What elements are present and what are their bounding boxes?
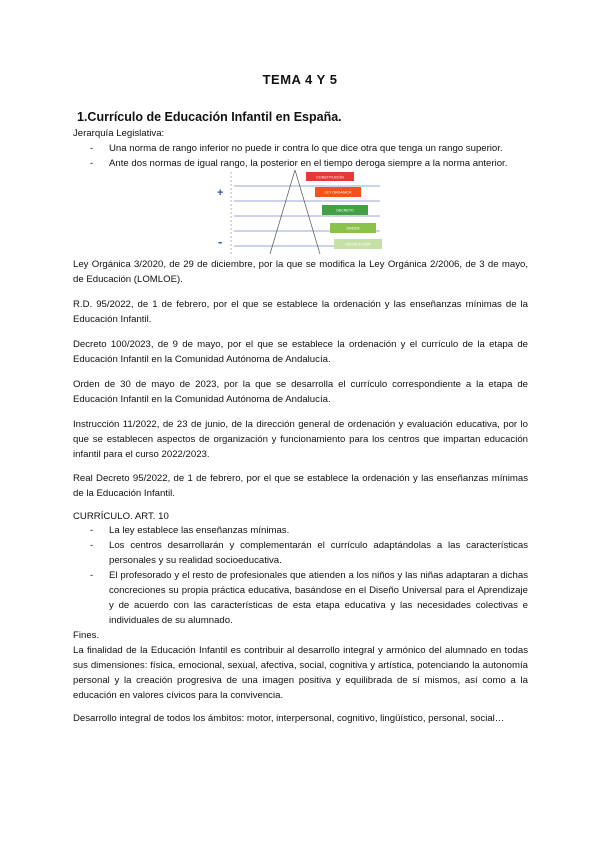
hierarchy-list [73,141,528,171]
law-paragraph: R.D. 95/2022, de 1 de febrero, por el que se establece la ordenación y las enseñanzas mínimas de la Educación Infantil. [73,299,528,325]
list-item: - El profesorado y el resto de profesionales que atienden a los niños y las niñas adaptaran a dichas concreciones su propia práctica educativa, basándose en el Diseño Universal para el Aprendizaje y de acuerdo con las características de esta etapa educativa y las necesidades colectivas e individuales de su alumnado. [90,570,528,626]
level-label: CONSTITUCIÓN [316,175,344,180]
section-heading: 1.Currículo de Educación Infantil en España. [77,110,342,124]
pyramid-outline [270,170,320,254]
level-label: LEY ORGÁNICA [324,190,352,195]
minus-sign: - [218,234,223,249]
hierarchy-label: Jerarquía Legislativa: [73,128,165,139]
list-item: - La ley establece las enseñanzas mínimas. [90,525,290,536]
hierarchy-diagram [210,170,400,256]
law-paragraph: Orden de 30 de mayo de 2023, por la que se desarrolla el currículo correspondiente a la etapa de Educación Infantil en la Comunidad Autónoma de Andalucía. [73,379,528,405]
list-item: - Ante dos normas de igual rango, la posterior en el tiempo deroga siempre a la norma anterior. [90,158,508,169]
page-title: TEMA 4 Y 5 [262,72,338,87]
list-item: - Los centros desarrollarán y complementarán el currículo adaptándolas a las características personales y su realidad socioeducativa. [90,540,528,566]
level-label: DECRETO [336,208,354,213]
fines-paragraph: La finalidad de la Educación Infantil es contribuir al desarrollo integral y armónico del alumnado en todas sus dimensiones: física, emocional, sexual, afectiva, social, cognitiva y artística, potenciando la autonomía personal y la creación progresiva de una imagen positiva y equilibrada de sí mismos, así como a la educación en valores cívicos para la convivencia. [73,645,528,701]
law-paragraph: Real Decreto 95/2022, de 1 de febrero, por el que se establece la ordenación y las enseñanzas mínimas de la Educación Infantil. [73,473,528,499]
plus-sign: + [217,187,224,199]
curriculo-list [73,523,528,628]
law-paragraph: Instrucción 11/2022, de 23 de junio, de la dirección general de ordenación y evaluación educativa, por lo que se establecen aspectos de organización y funcionamiento para los centros que impartan educación infantil para el curso 2022/2023. [73,419,528,460]
curriculo-label: CURRÍCULO. ART. 10 [73,511,169,522]
level-label: INSTRUCCIÓN [345,242,371,247]
fines-summary: Desarrollo integral de todos los ámbitos: motor, interpersonal, cognitivo, lingüístico, personal, social… [73,713,505,724]
law-paragraph: Decreto 100/2023, de 9 de mayo, por el que se establece la ordenación y el currículo de la etapa de Educación Infantil en la Comunidad Autónoma de Andalucía. [73,339,528,365]
fines-label: Fines. [73,630,100,641]
list-item: - Una norma de rango inferior no puede ir contra lo que dice otra que tenga un rango superior. [90,143,503,154]
law-paragraph: Ley Orgánica 3/2020, de 29 de diciembre, por la que se modifica la Ley Orgánica 2/2006, de 3 de mayo, de Educación (LOMLOE). [73,259,528,285]
level-label: ORDEN [346,226,360,231]
